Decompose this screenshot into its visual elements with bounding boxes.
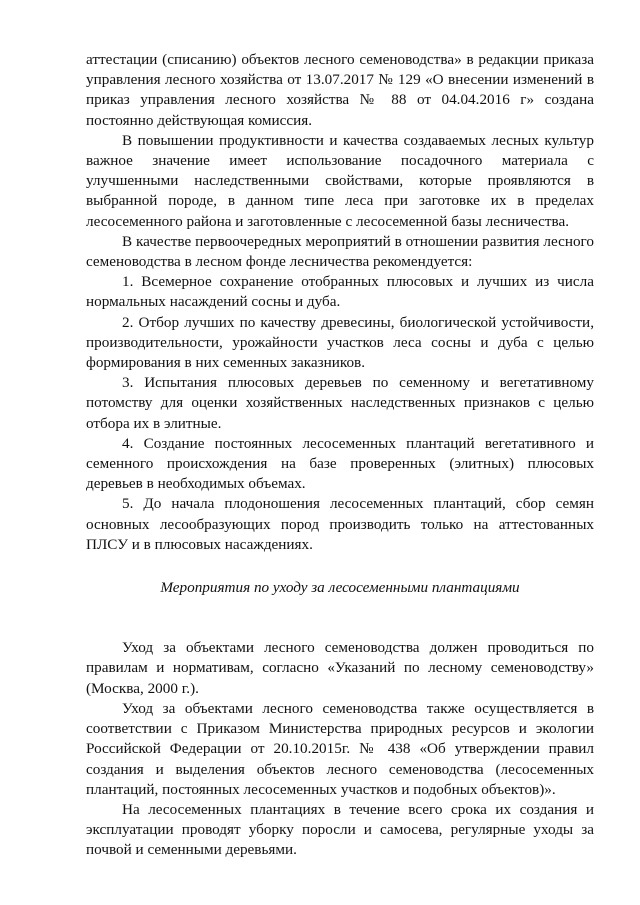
paragraph-priority-measures: В качестве первоочередных мероприятий в отношении развития лесного семеноводства в лесном фонде лесничества рекомендуется: bbox=[86, 232, 594, 271]
paragraph-plantation-care: На лесосеменных плантациях в течение всего срока их создания и эксплуатации проводят уборку поросли и самосева, регулярные уходы за почвой и семенными деревьями. bbox=[86, 800, 594, 859]
list-item-3: 3. Испытания плюсовых деревьев по семенному и вегетативному потомству для оценки хозяйственных наследственных признаков с целью отбора их в элитные. bbox=[86, 374, 594, 432]
list-item-2: 2. Отбор лучших по качеству древесины, биологической устойчивости, производительности, урожайности участков леса сосны и дуба с целью формирования в них семенных заказников. bbox=[86, 313, 594, 372]
list-item-5: 5. До начала плодоношения лесосеменных плантаций, сбор семян основных лесообразующих пород производить только на аттестованных ПЛСУ и в плюсовых насаждениях. bbox=[86, 495, 594, 553]
list-item-4: 4. Создание постоянных лесосеменных плантаций вегетативного и семенного происхождения на базе проверенных (элитных) плюсовых деревьев в необходимых объемах. bbox=[86, 434, 594, 493]
list-item-1: 1. Всемерное сохранение отобранных плюсовых и лучших из числа нормальных насаждений сосны и дуба. bbox=[86, 273, 594, 311]
paragraph-care-rules: Уход за объектами лесного семеноводства должен проводиться по правилам и нормативам, согласно «Указаний по лесному семеноводству» (Москва, 2000 г.). bbox=[86, 639, 594, 697]
paragraph-care-order: Уход за объектами лесного семеноводства также осуществляется в соответствии с Приказом Министерства природных ресурсов и экологии Российской Федерации от 20.10.2015г. № 438 «Об утверждении правил создания и выделения объектов лесного семеноводства (лесосеменных плантаций, постоянных лесосеменных участков и подобных объектов)». bbox=[86, 699, 594, 798]
paragraph-planting-material: В повышении продуктивности и качества создаваемых лесных культур важное значение имеет использование посадочного материала с улучшенными наследственными свойствами, которые проявляются в выбранной породе, в данном типе леса при заготовке их в пределах лесосеменного района и заготовленные с лесосеменной базы лесничества. bbox=[86, 131, 594, 230]
paragraph-continuation: аттестации (списанию) объектов лесного семеноводства» в редакции приказа управления лесного хозяйства от 13.07.2017 № 129 «О внесении изменений в приказ управления лесного хозяйства № 88 от 04.04.2016 г» создана постоянно действующая комиссия. bbox=[86, 51, 594, 129]
document-page bbox=[86, 50, 594, 861]
section-heading: Мероприятия по уходу за лесосеменными плантациями bbox=[160, 579, 520, 597]
